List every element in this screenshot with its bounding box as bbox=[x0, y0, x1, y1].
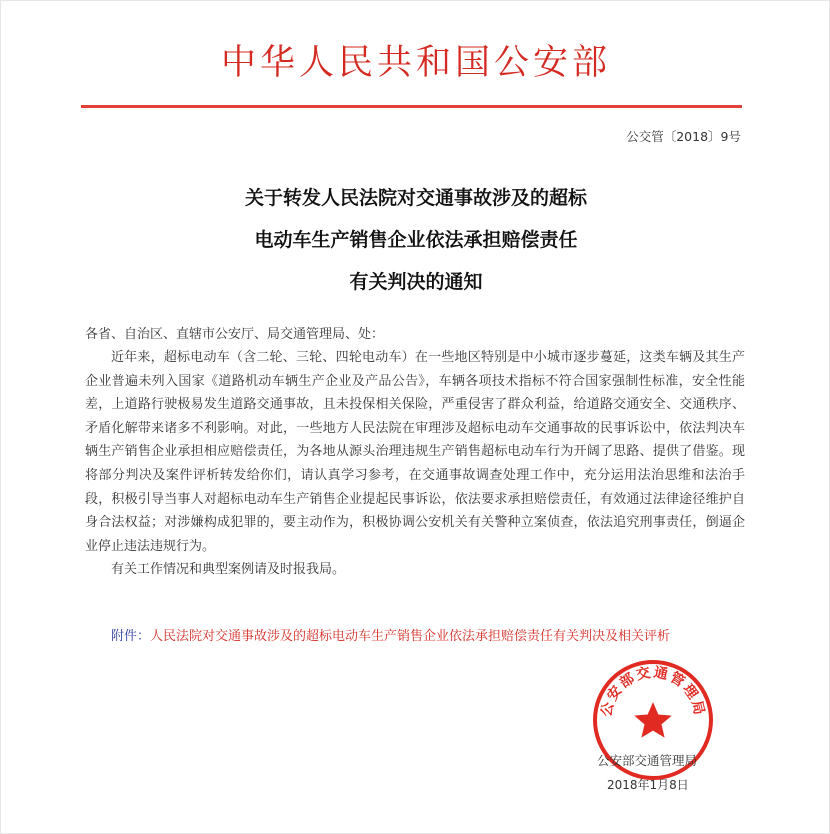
seal-text: 公安部交通管理局 bbox=[598, 664, 708, 719]
attachment-label: 附件： bbox=[111, 629, 151, 644]
body-text bbox=[85, 346, 745, 582]
masthead: 中华人民共和国公安部 bbox=[220, 43, 611, 83]
body-paragraph-2: 有关工作情况和典型案例请及时报我局。 bbox=[111, 562, 346, 578]
salutation: 各省、自治区、直辖市公安厅、局交通管理局、处： bbox=[85, 327, 385, 342]
title-line-3: 有关判决的通知 bbox=[349, 271, 483, 293]
red-divider bbox=[81, 105, 742, 108]
issuer-name: 公安部交通管理局 bbox=[597, 753, 698, 768]
document-number: 公交管〔2018〕9号 bbox=[626, 129, 741, 144]
document-title bbox=[1, 177, 830, 303]
title-line-1: 关于转发人民法院对交通事故涉及的超标 bbox=[244, 187, 587, 209]
attachment-link[interactable]: 人民法院对交通事故涉及的超标电动车生产销售企业依法承担赔偿责任有关判决及相关评析 bbox=[150, 629, 671, 644]
attachment-line bbox=[111, 625, 670, 644]
issue-date: 2018年1月8日 bbox=[607, 778, 689, 792]
body-paragraph-1: 近年来，超标电动车（含二轮、三轮、四轮电动车）在一些地区特别是中小城市逐步蔓延，这类车辆及其生产企业普遍未列入国家《道路机动车辆生产企业及产品公告》，车辆各项技术指标不符合国家强制性标准，安全性能差，上道路行驶极易发生道路交通事故，且未投保相关保险，严重侵害了群众利益，给道路交通安全、交通秩序、矛盾化解带来诸多不利影响。对此，一些地方人民法院在审理涉及超标电动车交通事故的民事诉讼中，依法判决车辆生产销售企业承担相应赔偿责任，为各地从源头治理违规生产销售超标电动车行为开阔了思路、提供了借鉴。现将部分判决及案件评析转发给你们，请认真学习参考，在交通事故调查处理工作中，充分运用法治思维和法治手段，积极引导当事人对超标电动车生产销售企业提起民事诉讼，依法要求承担赔偿责任，有效通过法律途径维护自身合法权益；对涉嫌构成犯罪的，要主动作为，积极协调公安机关有关警种立案侦查，依法追究刑事责任，倒逼企业停止违法违规行为。 bbox=[85, 350, 745, 554]
title-line-2: 电动车生产销售企业依法承担赔偿责任 bbox=[254, 229, 578, 251]
star-icon bbox=[634, 702, 672, 738]
